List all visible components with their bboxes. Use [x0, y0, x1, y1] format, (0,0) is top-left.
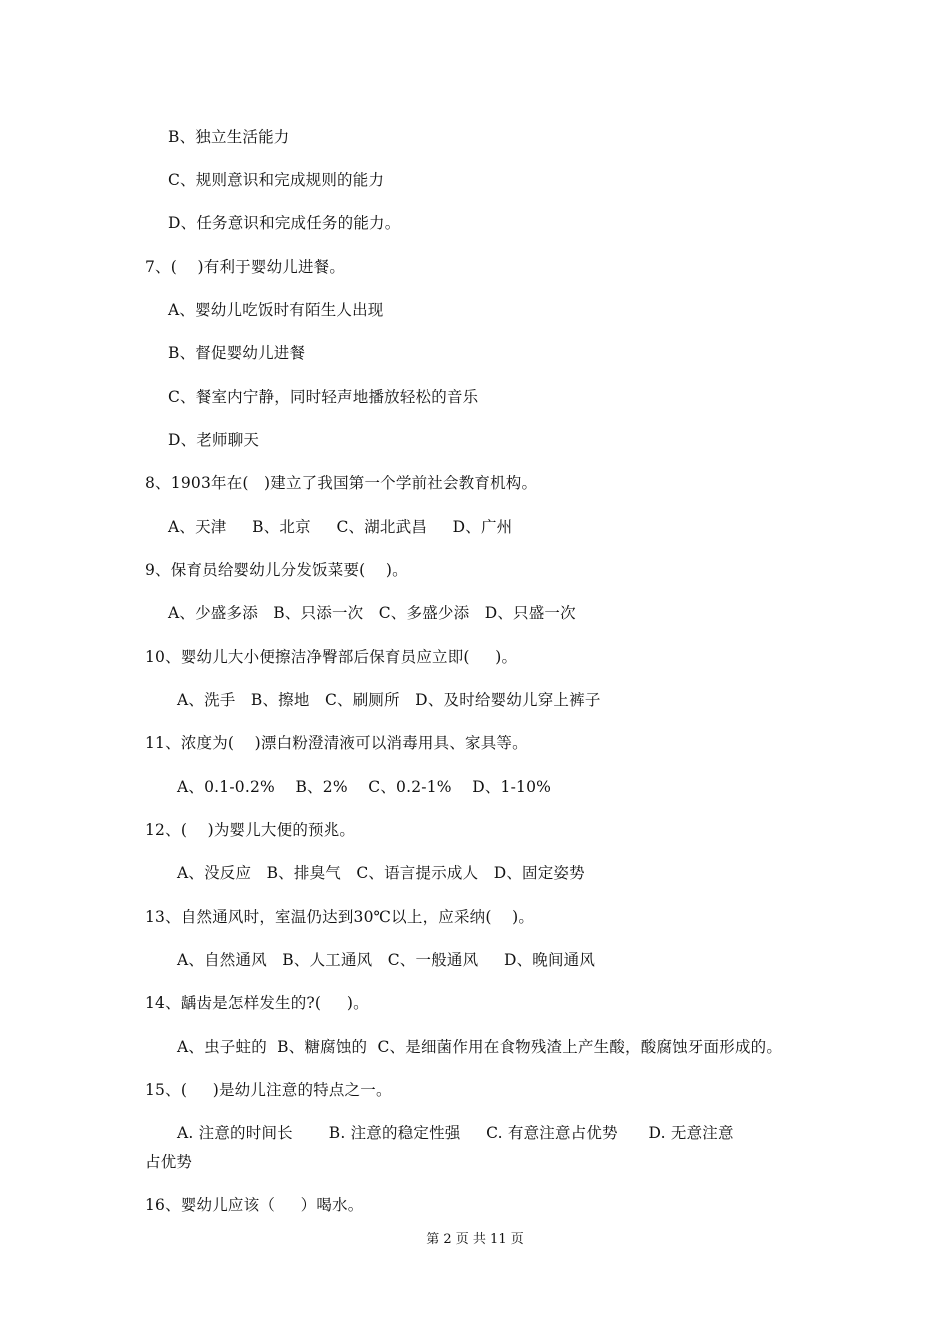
option-line: A. 注意的时间长 B. 注意的稳定性强 C. 有意注意占优势 D. 无意注意 [177, 1124, 734, 1142]
question-line: 10、婴幼儿大小便擦洁净臀部后保育员应立即( )。 [145, 648, 518, 666]
option-line: A、0.1-0.2% B、2% C、0.2-1% D、1-10% [177, 778, 552, 796]
question-line: 9、保育员给婴幼儿分发饭菜要( )。 [145, 561, 408, 579]
question-line: 11、浓度为( )漂白粉澄清液可以消毒用具、家具等。 [145, 734, 528, 752]
question-line: 8、1903年在( )建立了我国第一个学前社会教育机构。 [145, 474, 538, 492]
question-line: 12、( )为婴儿大便的预兆。 [145, 821, 356, 839]
option-line: D、任务意识和完成任务的能力。 [168, 214, 401, 232]
option-line: A、少盛多添 B、只添一次 C、多盛少添 D、只盛一次 [168, 604, 576, 622]
option-line: C、规则意识和完成规则的能力 [168, 171, 385, 189]
option-line: D、老师聊天 [168, 431, 260, 449]
question-line: 16、婴幼儿应该（ ）喝水。 [145, 1196, 364, 1214]
question-line: 14、龋齿是怎样发生的?( )。 [145, 994, 369, 1012]
option-line: A、婴幼儿吃饭时有陌生人出现 [168, 301, 384, 319]
question-line: 15、( )是幼儿注意的特点之一。 [145, 1081, 392, 1099]
page-number-footer: 第 2 页 共 11 页 [426, 1232, 524, 1247]
option-line: B、督促婴幼儿进餐 [168, 344, 306, 362]
option-line: A、天津 B、北京 C、湖北武昌 D、广州 [168, 518, 513, 536]
option-line: A、没反应 B、排臭气 C、语言提示成人 D、固定姿势 [177, 864, 585, 882]
question-line: 7、( )有利于婴幼儿进餐。 [145, 258, 346, 276]
option-line: B、独立生活能力 [168, 128, 290, 146]
option-line: A、虫子蛀的 B、糖腐蚀的 C、是细菌作用在食物残渣上产生酸，酸腐蚀牙面形成的。 [177, 1038, 783, 1056]
option-line: C、餐室内宁静，同时轻声地播放轻松的音乐 [168, 388, 479, 406]
option-line: A、洗手 B、擦地 C、刷厕所 D、及时给婴幼儿穿上裤子 [177, 691, 601, 709]
question-line: 13、自然通风时，室温仍达到30℃以上，应采纳( )。 [145, 908, 535, 926]
option-line-continued: 占优势 [145, 1153, 193, 1171]
option-line: A、自然通风 B、人工通风 C、一般通风 D、晚间通风 [177, 951, 596, 969]
